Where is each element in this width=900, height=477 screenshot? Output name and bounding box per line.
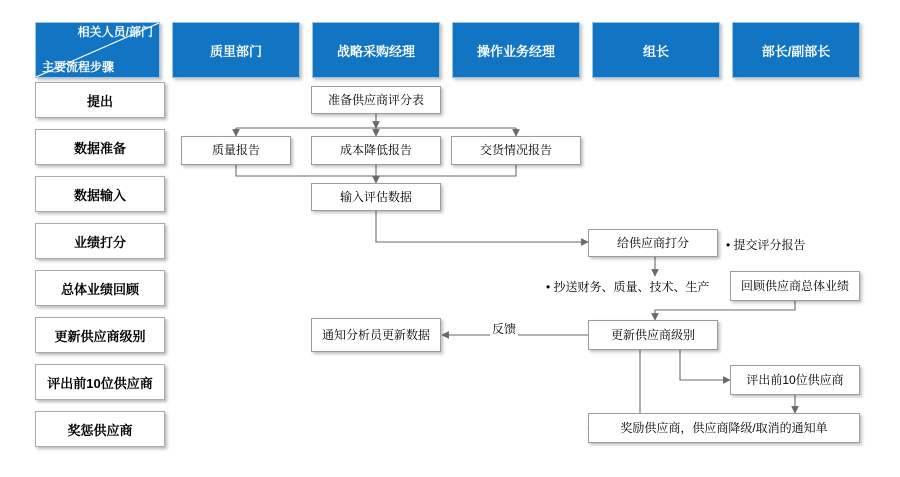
note-submit-score-report: • 提交评分报告: [726, 238, 806, 252]
node-input-evaluation-data[interactable]: 输入评估数据: [311, 183, 441, 211]
matrix-corner-header: [35, 22, 160, 78]
edge-label-feedback: 反馈: [492, 322, 517, 336]
node-prepare-scorecard[interactable]: 准备供应商评分表: [311, 86, 441, 114]
node-quality-report[interactable]: 质量报告: [181, 136, 291, 165]
step-item-5[interactable]: 更新供应商级别: [35, 317, 165, 353]
step-item-1[interactable]: 数据准备: [35, 129, 165, 165]
node-update-supplier-level[interactable]: 更新供应商级别: [588, 320, 718, 350]
column-header-quality-dept[interactable]: 质里部门: [172, 22, 300, 78]
column-header-director[interactable]: 部长/副部长: [732, 22, 860, 78]
node-notify-analyst-update-data[interactable]: 通知分析员更新数据: [311, 318, 441, 352]
note-copy-to-departments: • 抄送财务、质量、技术、生产: [546, 280, 710, 294]
node-score-supplier[interactable]: 给供应商打分: [588, 229, 718, 257]
node-top-10-suppliers[interactable]: 评出前10位供应商: [730, 365, 860, 395]
corner-top-label: 相关人员/部门: [77, 25, 153, 39]
step-item-3[interactable]: 业绩打分: [35, 223, 165, 259]
step-item-4[interactable]: 总体业绩回顾: [35, 270, 165, 306]
step-item-0[interactable]: 提出: [35, 82, 165, 118]
node-review-overall-performance[interactable]: 回顾供应商总体业绩: [730, 271, 860, 301]
column-header-strategic-purchasing-manager[interactable]: 战略采购经理: [312, 22, 440, 78]
node-delivery-report[interactable]: 交货情况报告: [451, 136, 581, 165]
step-item-7[interactable]: 奖惩供应商: [35, 411, 165, 447]
corner-bottom-label: 主要流程步骤: [42, 60, 115, 74]
column-header-team-leader[interactable]: 组长: [592, 22, 720, 78]
step-item-2[interactable]: 数据输入: [35, 176, 165, 212]
step-item-6[interactable]: 评出前10位供应商: [35, 364, 165, 400]
column-header-operations-manager[interactable]: 操作业务经理: [452, 22, 580, 78]
node-reward-penalty-notice[interactable]: 奖励供应商，供应商降级/取消的通知单: [588, 413, 860, 443]
node-cost-reduction-report[interactable]: 成本降低报告: [311, 136, 441, 165]
